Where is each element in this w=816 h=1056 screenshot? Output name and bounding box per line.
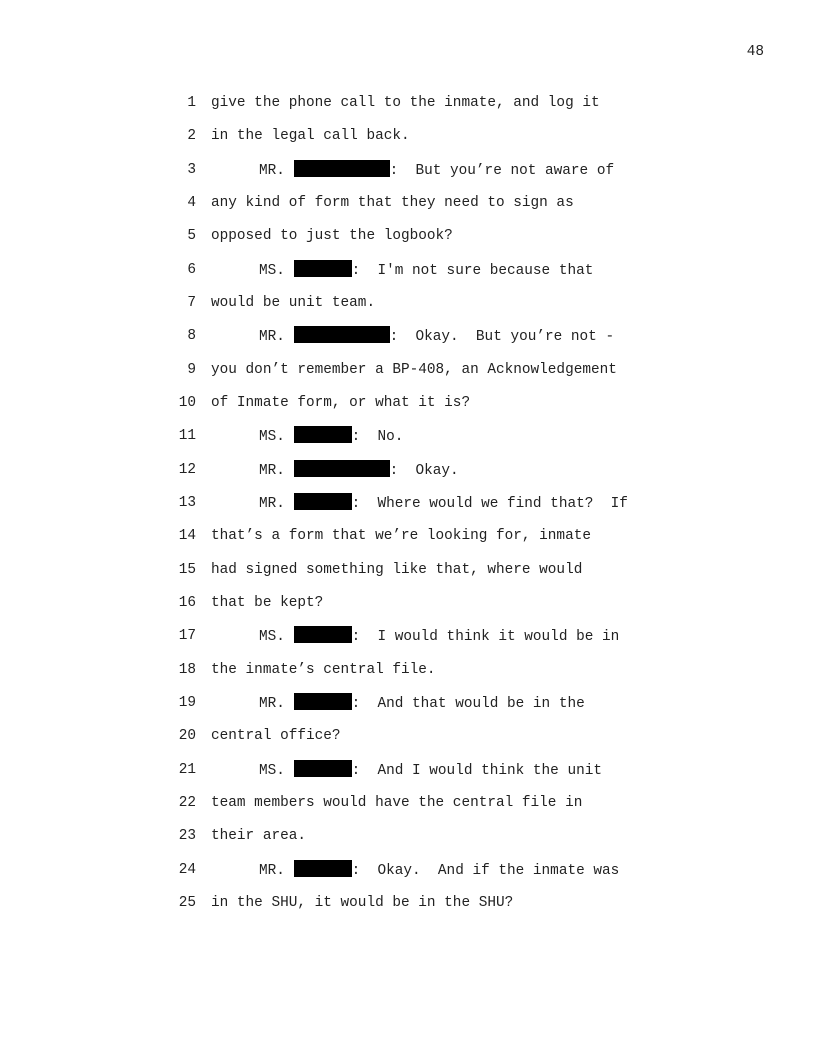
line-text: that’s a form that we’re looking for, inmate: [211, 528, 591, 545]
speaker-text: : And that would be in the: [351, 695, 585, 712]
line-text: opposed to just the logbook?: [211, 228, 453, 245]
line-number: 18: [178, 661, 196, 678]
transcript-line: [0, 760, 816, 793]
transcript-line: [0, 160, 816, 193]
line-text: team members would have the central file in: [211, 794, 583, 811]
speaker-line: [211, 693, 585, 714]
speaker-title: MR.: [259, 495, 285, 512]
transcript-line: [0, 226, 816, 259]
line-number: 13: [178, 494, 196, 511]
line-text: central office?: [211, 728, 341, 745]
speaker-line: [211, 493, 628, 514]
line-number: 22: [178, 794, 196, 811]
transcript-line: [0, 826, 816, 859]
speaker-title: MS.: [259, 762, 285, 779]
redaction-bar: [294, 760, 352, 777]
transcript-line: [0, 193, 816, 226]
speaker-line: [211, 260, 593, 281]
line-text: their area.: [211, 828, 306, 845]
line-text: any kind of form that they need to sign as: [211, 194, 574, 211]
line-text: the inmate’s central file.: [211, 661, 436, 678]
speaker-title: MR.: [259, 695, 285, 712]
transcript-line: [0, 693, 816, 726]
redaction-bar: [294, 426, 352, 443]
line-number: 4: [187, 194, 196, 211]
transcript-body: [0, 93, 816, 926]
speaker-text: : Okay. And if the inmate was: [351, 862, 620, 879]
redaction-bar: [294, 460, 390, 477]
line-number: 8: [187, 328, 196, 345]
line-number: 2: [187, 128, 196, 145]
line-number: 7: [187, 294, 196, 311]
transcript-line: [0, 426, 816, 459]
speaker-text: : Okay.: [389, 462, 459, 479]
line-number: 19: [178, 694, 196, 711]
speaker-text: : And I would think the unit: [351, 762, 603, 779]
speaker-title: MS.: [259, 262, 285, 279]
transcript-line: [0, 660, 816, 693]
line-number: 5: [187, 228, 196, 245]
transcript-line: [0, 326, 816, 359]
line-number: 1: [187, 95, 196, 111]
line-text: that be kept?: [211, 594, 324, 611]
transcript-line: [0, 560, 816, 593]
transcript-line: [0, 726, 816, 759]
line-number: 6: [187, 261, 196, 278]
line-text: of Inmate form, or what it is?: [211, 394, 471, 411]
line-number: 23: [178, 828, 196, 845]
speaker-line: [211, 760, 602, 781]
line-number: 11: [178, 428, 196, 445]
speaker-line: [211, 860, 619, 881]
transcript-line: [0, 593, 816, 626]
speaker-title: MS.: [259, 429, 285, 446]
transcript-line: [0, 260, 816, 293]
speaker-text: : Okay. But you’re not -: [389, 329, 615, 346]
transcript-line: [0, 860, 816, 893]
speaker-text: : But you’re not aware of: [389, 162, 615, 179]
speaker-text: : I would think it would be in: [351, 629, 620, 646]
transcript-line: [0, 893, 816, 926]
speaker-text: : Where would we find that? If: [351, 495, 628, 512]
speaker-text: : I'm not sure because that: [351, 262, 594, 279]
transcript-line: [0, 360, 816, 393]
transcript-line: [0, 126, 816, 159]
redaction-bar: [294, 626, 352, 643]
transcript-line: [0, 460, 816, 493]
speaker-title: MR.: [259, 329, 285, 346]
line-number: 3: [187, 161, 196, 178]
transcript-line: [0, 93, 816, 126]
line-number: 16: [178, 594, 196, 611]
line-number: 9: [187, 361, 196, 378]
redaction-bar: [294, 860, 352, 877]
line-number: 14: [178, 528, 196, 545]
page-number: 48: [746, 44, 764, 60]
line-number: 12: [178, 461, 196, 478]
speaker-line: [211, 426, 403, 447]
speaker-title: MR.: [259, 462, 285, 479]
transcript-line: [0, 293, 816, 326]
speaker-title: MR.: [259, 162, 285, 179]
redaction-bar: [294, 326, 390, 343]
line-number: 25: [178, 894, 196, 911]
transcript-line: [0, 526, 816, 559]
redaction-bar: [294, 160, 390, 177]
transcript-line: [0, 626, 816, 659]
line-text: had signed something like that, where would: [211, 561, 583, 578]
line-number: 21: [178, 761, 196, 778]
speaker-line: [211, 626, 619, 647]
transcript-line: [0, 793, 816, 826]
speaker-line: [211, 326, 614, 347]
line-number: 20: [178, 728, 196, 745]
transcript-line: [0, 493, 816, 526]
line-text: in the legal call back.: [211, 128, 410, 145]
speaker-title: MS.: [259, 629, 285, 646]
line-text: would be unit team.: [211, 294, 376, 311]
speaker-line: [211, 460, 459, 481]
line-text: you don’t remember a BP-408, an Acknowledgement: [211, 361, 617, 378]
redaction-bar: [294, 260, 352, 277]
speaker-line: [211, 160, 614, 181]
redaction-bar: [294, 693, 352, 710]
line-number: 15: [178, 561, 196, 578]
redaction-bar: [294, 493, 352, 510]
line-number: 24: [178, 861, 196, 878]
line-text: give the phone call to the inmate, and log it: [211, 95, 600, 111]
line-text: in the SHU, it would be in the SHU?: [211, 894, 514, 911]
line-number: 10: [178, 394, 196, 411]
transcript-line: [0, 393, 816, 426]
speaker-text: : No.: [351, 429, 404, 446]
speaker-title: MR.: [259, 862, 285, 879]
line-number: 17: [178, 628, 196, 645]
